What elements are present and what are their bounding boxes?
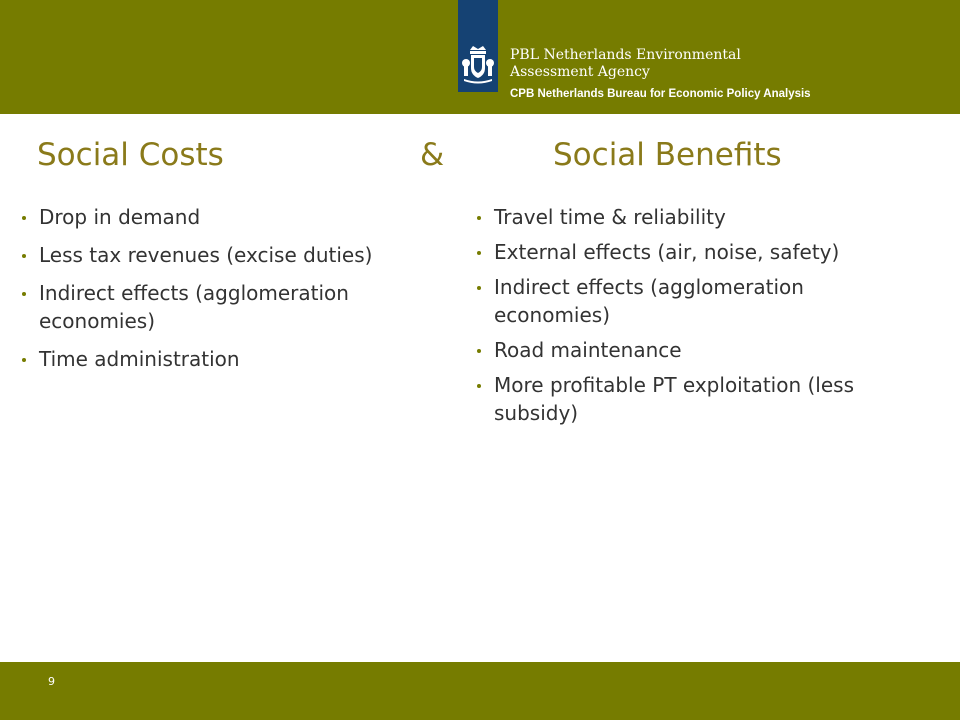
footer-band xyxy=(0,662,960,720)
title-ampersand: & xyxy=(420,137,445,173)
cost-item: Drop in demand xyxy=(20,203,372,231)
title-social-costs: Social Costs xyxy=(37,137,224,173)
benefit-item: Travel time & reliability xyxy=(475,203,854,231)
benefit-item: External effects (air, noise, safety) xyxy=(475,238,854,266)
benefit-item: Indirect effects (agglomeration economies) xyxy=(475,273,854,329)
benefit-item: More profitable PT exploitation (less subsidy) xyxy=(475,371,854,427)
coat-of-arms-icon xyxy=(460,44,496,84)
cost-item: Time administration xyxy=(20,345,372,373)
title-social-benefits: Social Benefits xyxy=(553,137,782,173)
page-number: 9 xyxy=(48,675,55,688)
costs-list xyxy=(20,203,372,383)
cost-item: Indirect effects (agglomeration economies) xyxy=(20,279,372,335)
cost-item: Less tax revenues (excise duties) xyxy=(20,241,372,269)
bureau-subtitle: CPB Netherlands Bureau for Economic Policy Analysis xyxy=(510,88,811,100)
agency-name xyxy=(510,47,741,81)
benefits-list xyxy=(475,203,854,434)
benefit-item: Road maintenance xyxy=(475,336,854,364)
agency-name-line2: Assessment Agency xyxy=(510,64,650,80)
agency-name-line1: PBL Netherlands Environmental xyxy=(510,47,741,63)
